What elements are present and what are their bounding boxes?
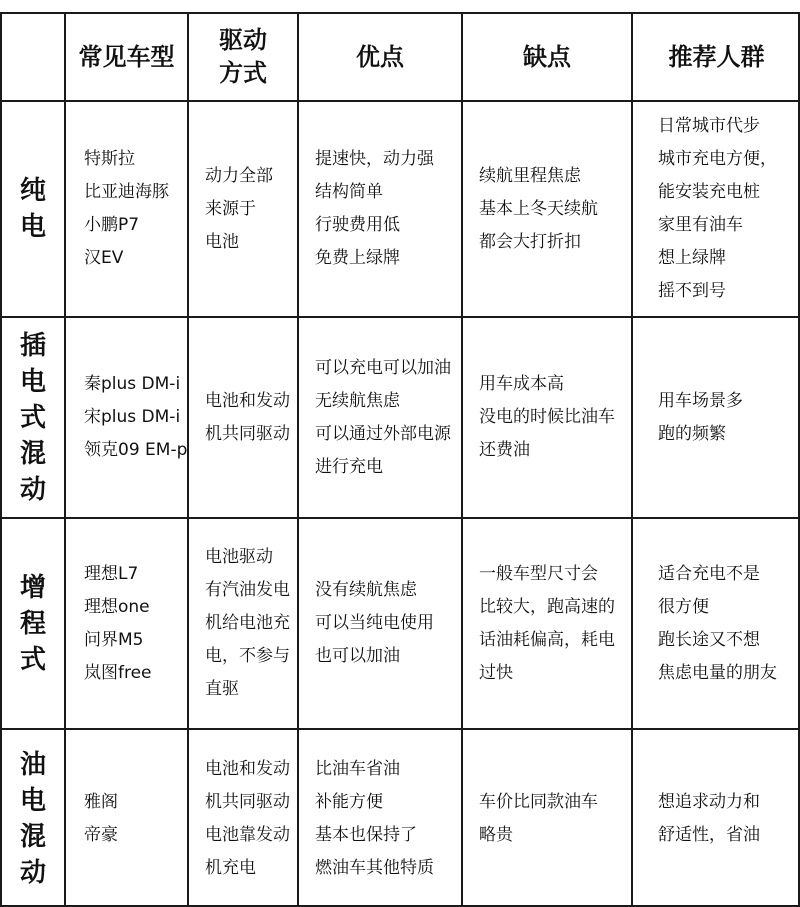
cell-line: 也可以加油 [315,646,400,666]
cell-line: 想追求动力和 [658,791,760,812]
category-char: 增 [19,572,46,603]
cell-line: 来源于 [205,198,256,219]
cell-line: 比较大，跑高速的 [479,596,615,617]
cell-line: 比亚迪海豚 [84,182,169,202]
header-text: 推荐人群 [668,42,765,71]
cell-line: 比油车省油 [315,758,400,779]
cell-line: 进行充电 [315,456,383,477]
cell-pros [299,318,461,517]
cell-line: 直驱 [205,679,239,699]
cell-line: 可以通过外部电源 [315,423,451,444]
category-char: 油 [19,749,46,780]
header-text: 方式 [219,59,267,87]
cell-line: 可以充电可以加油 [315,357,451,378]
header-cell-models [66,14,187,100]
cell-drive [189,730,297,907]
cell-line: 基本也保持了 [315,824,417,845]
cell-audience [633,519,800,728]
cell-cons [463,318,631,517]
cell-line: 理想one [84,596,150,617]
cell-line: 机共同驱动 [205,423,290,444]
header-cell-audience [633,14,800,100]
cell-line: 机共同驱动 [205,791,290,812]
cell-line: 基本上冬天续航 [479,198,598,219]
cell-models [66,318,187,517]
cell-audience [633,318,800,517]
cell-line: 行驶费用低 [315,215,400,235]
category-char: 电 [19,366,46,397]
cell-drive [189,318,297,517]
cell-line: 宋plus DM-i [84,407,181,427]
cell-cons [463,730,631,907]
cell-line: 可以当纯电使用 [315,613,434,633]
cell-line: 领克09 EM-p [84,440,188,460]
cell-line: 动力全部 [205,165,273,186]
category-char: 电 [19,785,46,816]
cell-line: 话油耗偏高，耗电 [479,629,615,650]
cell-line: 理想L7 [84,563,139,584]
cell-line: 电，不参与 [205,646,290,666]
cell-category [2,519,64,728]
cell-cons [463,102,631,316]
category-char: 动 [19,857,46,888]
category-char: 纯 [19,176,46,206]
cell-line: 秦plus DM-i [84,374,181,394]
category-char: 混 [19,438,46,469]
cell-line: 小鹏P7 [84,215,140,235]
header-cell-pros [299,14,461,100]
cell-category [2,318,64,517]
category-char: 混 [19,821,46,852]
header-cell-cons [463,14,631,100]
category-char: 电 [19,212,46,242]
cell-line: 机给电池充 [205,613,290,633]
cell-line: 城市充电方便， [658,149,777,169]
category-char: 动 [19,474,46,505]
cell-category [2,102,64,316]
cell-line: 家里有油车 [658,215,743,235]
cell-line: 都会大打折扣 [479,231,581,252]
category-char: 插 [19,330,46,361]
cell-line: 电池靠发动 [205,824,290,845]
cell-line: 提速快，动力强 [315,149,434,169]
cell-line: 过快 [479,662,513,683]
cell-line: 电池 [205,231,239,252]
cell-line: 免费上绿牌 [315,248,400,268]
cell-line: 雅阁 [84,791,118,812]
cell-line: 燃油车其他特质 [315,857,434,878]
cell-line: 电池驱动 [205,547,273,567]
cell-line: 无续航焦虑 [315,390,400,411]
header-text: 驱动 [219,26,267,54]
cell-line: 补能方便 [315,791,383,812]
cell-line: 能安装充电桩 [658,182,760,202]
cell-line: 还费油 [479,440,530,460]
cell-models [66,730,187,907]
header-text: 常见车型 [78,42,175,71]
cell-line: 焦虑电量的朋友 [658,662,777,683]
cell-line: 适合充电不是 [658,563,760,584]
cell-line: 没电的时候比油车 [479,407,615,427]
cell-line: 车价比同款油车 [479,791,598,812]
cell-line: 结构简单 [315,182,383,202]
cell-line: 岚图free [84,662,152,683]
category-char: 程 [19,608,46,639]
cell-audience [633,730,800,907]
cell-drive [189,102,297,316]
cell-pros [299,519,461,728]
cell-line: 特斯拉 [84,149,135,169]
cell-line: 没有续航焦虑 [315,580,417,600]
cell-models [66,519,187,728]
category-char: 式 [19,644,46,675]
cell-line: 想上绿牌 [658,248,726,268]
cell-models [66,102,187,316]
header-cell-drive [189,14,297,100]
header-text: 缺点 [523,42,571,71]
cell-line: 略贵 [479,824,513,845]
cell-line: 日常城市代步 [658,116,760,136]
header-corner-cell [2,14,64,100]
cell-line: 舒适性，省油 [658,824,760,845]
cell-category [2,730,64,907]
cell-line: 帝豪 [84,824,118,845]
cell-line: 跑长途又不想 [658,629,760,650]
cell-pros [299,730,461,907]
cell-audience [633,102,800,316]
cell-line: 跑的频繁 [658,423,726,444]
cell-line: 用车成本高 [479,374,564,394]
cell-line: 用车场景多 [658,390,743,411]
cell-line: 很方便 [658,596,709,617]
cell-cons [463,519,631,728]
cell-drive [189,519,297,728]
cell-line: 机充电 [205,857,256,878]
cell-line: 电池和发动 [205,390,290,411]
category-char: 式 [19,402,46,433]
cell-line: 摇不到号 [658,281,726,301]
cell-line: 汉EV [84,248,124,268]
cell-line: 一般车型尺寸会 [479,563,598,584]
header-text: 优点 [356,42,404,71]
cell-pros [299,102,461,316]
cell-line: 续航里程焦虑 [479,165,581,186]
cell-line: 问界M5 [84,629,144,650]
cell-line: 电池和发动 [205,758,290,779]
cell-line: 有汽油发电 [205,580,290,600]
